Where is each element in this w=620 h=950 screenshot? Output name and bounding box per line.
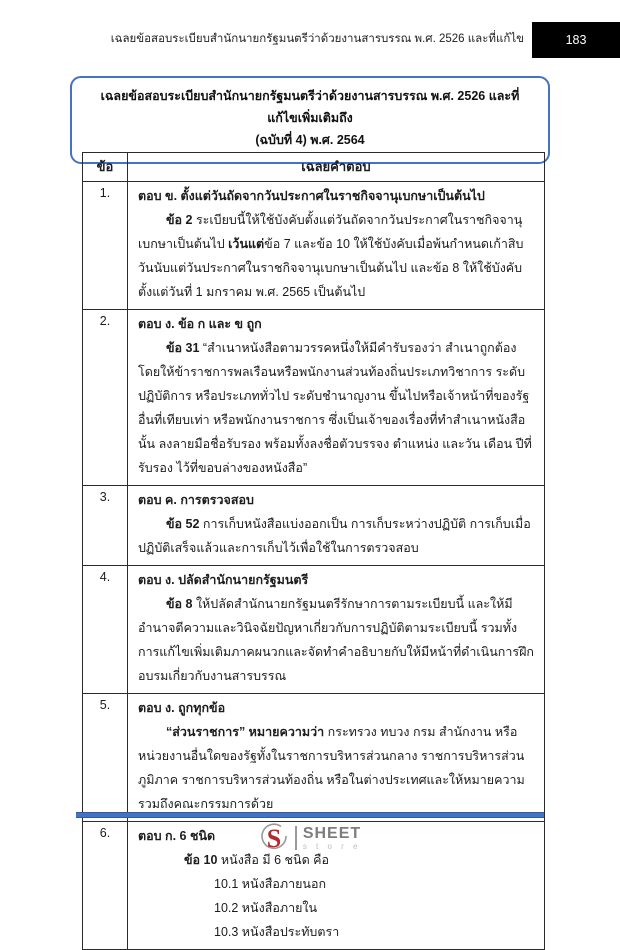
logo-texts (303, 826, 361, 851)
sheet-store-logo-icon (259, 823, 289, 853)
title-line-1: เฉลยข้อสอบระเบียบสำนักนายกรัฐมนตรีว่าด้วยงานสารบรรณ พ.ศ. 2526 และที่แก้ไขเพิ่มเติมถึง (100, 89, 520, 125)
page-number: 183 (565, 33, 587, 47)
question-number-cell: 6. (83, 822, 128, 950)
logo-text-store: s t o r e (302, 841, 362, 851)
answer-line: ตอบ ง. ปลัดสำนักนายกรัฐมนตรี (138, 573, 309, 587)
svg-text:S: S (266, 824, 282, 853)
answer-line: ตอบ ก. 6 ชนิด (138, 829, 216, 843)
column-header-no: ข้อ (83, 153, 128, 182)
answer-line: 10.3 หนังสือประทับตรา (214, 925, 340, 939)
running-header-title: เฉลยข้อสอบระเบียบสำนักนายกรัฐมนตรีว่าด้วยงานสารบรรณ พ.ศ. 2526 และที่แก้ไข (110, 33, 524, 45)
logo-text-sheet: SHEET (302, 824, 362, 842)
question-number-cell: 3. (83, 486, 128, 566)
question-number-cell: 4. (83, 566, 128, 694)
table-header-row (83, 153, 545, 182)
answer-cell (128, 310, 545, 486)
answer-line: ตอบ ง. ถูกทุกข้อ (138, 701, 226, 715)
page-number-box (532, 22, 620, 58)
answer-line: ข้อ 8 ให้ปลัดสำนักนายกรัฐมนตรีรักษาการตามระเบียบนี้ และให้มีอำนาจตีความและวินิจฉัยปัญหาเกี่ยวกับการปฏิบัติตามระเบียบนี้ รวมทั้งการแก้ไขเพิ่มเติมภาคผนวกและจัดทำคำอธิบายกับให้มีหน้าที่ดำเนินการฝึกอบรมเกี่ยวกับงานสารบรรณ (138, 597, 534, 683)
answer-line: ข้อ 31 “สำเนาหนังสือตามวรรคหนึ่งให้มีคำรับรองว่า สำเนาถูกต้อง โดยให้ข้าราชการพลเรือนหรือพนักงานส่วนท้องถิ่นประเภทวิชาการ ระดับปฏิบัติการ หรือประเภททั่วไป ระดับชำนาญงาน ขึ้นไปหรือเจ้าหน้าที่ของรัฐอื่นที่เทียบเท่า หรือพนักงานราชการ ซึ่งเป็นเจ้าของเรื่องที่ทำสำเนาหนังสือนั้น ลงลายมือชื่อรับรอง พร้อมทั้งลงชื่อตัวบรรจง ตำแหน่ง และวัน เดือน ปีที่รับรอง ไว้ที่ขอบล่างของหนังสือ” (138, 341, 532, 475)
title-line-2: (ฉบับที่ 4) พ.ศ. 2564 (255, 132, 365, 147)
answer-line: ข้อ 52 การเก็บหนังสือแบ่งออกเป็น การเก็บระหว่างปฏิบัติ การเก็บเมื่อปฏิบัติเสร็จแล้วและการเก็บไว้เพื่อใช้ในการตรวจสอบ (138, 517, 531, 555)
table-row (83, 566, 545, 694)
answer-line: 10.1 หนังสือภายนอก (214, 877, 327, 891)
answer-cell (128, 182, 545, 310)
table-row (83, 694, 545, 822)
answer-cell (128, 694, 545, 822)
logo-divider (295, 826, 297, 850)
answer-line: “ส่วนราชการ” หมายความว่า กระทรวง ทบวง กรม สำนักงาน หรือหน่วยงานอื่นใดของรัฐทั้งในราชการบริหารส่วนกลาง ราชการบริหารส่วนภูมิภาค ราชการบริหารส่วนท้องถิ่น หรือในต่างประเทศและให้หมายความรวมถึงคณะกรรมการด้วย (138, 725, 525, 811)
answer-cell (128, 566, 545, 694)
table-row (83, 182, 545, 310)
question-number-cell: 2. (83, 310, 128, 486)
answer-cell (128, 486, 545, 566)
footer-logo (0, 821, 620, 855)
table-row (83, 310, 545, 486)
footer-divider-bar (76, 812, 544, 818)
table-row (83, 486, 545, 566)
question-number-cell: 1. (83, 182, 128, 310)
title-box (70, 76, 550, 164)
column-header-answer: เฉลยคำตอบ (128, 153, 545, 182)
question-number-cell: 5. (83, 694, 128, 822)
answer-line: ข้อ 2 ระเบียบนี้ให้ใช้บังคับตั้งแต่วันถัดจากวันประกาศในราชกิจจานุเบกษาเป็นต้นไป เว้นแต่ข้อ 7 และข้อ 10 ให้ใช้บังคับเมื่อพ้นกำหนดเก้าสิบวันนับแต่วันประกาศในราชกิจจานุเบกษาเป็นต้นไป และข้อ 8 ให้ใช้บังคับตั้งแต่วันที่ 1 มกราคม พ.ศ. 2565 เป็นต้นไป (138, 213, 524, 299)
answer-line: 10.2 หนังสือภายใน (214, 901, 318, 915)
answer-line: ข้อ 10 หนังสือ มี 6 ชนิด คือ (184, 853, 330, 867)
answer-line: ตอบ ข. ตั้งแต่วันถัดจากวันประกาศในราชกิจจานุเบกษาเป็นต้นไป (138, 189, 485, 203)
answer-line: ตอบ ค. การตรวจสอบ (138, 493, 254, 507)
answer-line: ตอบ ง. ข้อ ก และ ข ถูก (138, 317, 262, 331)
